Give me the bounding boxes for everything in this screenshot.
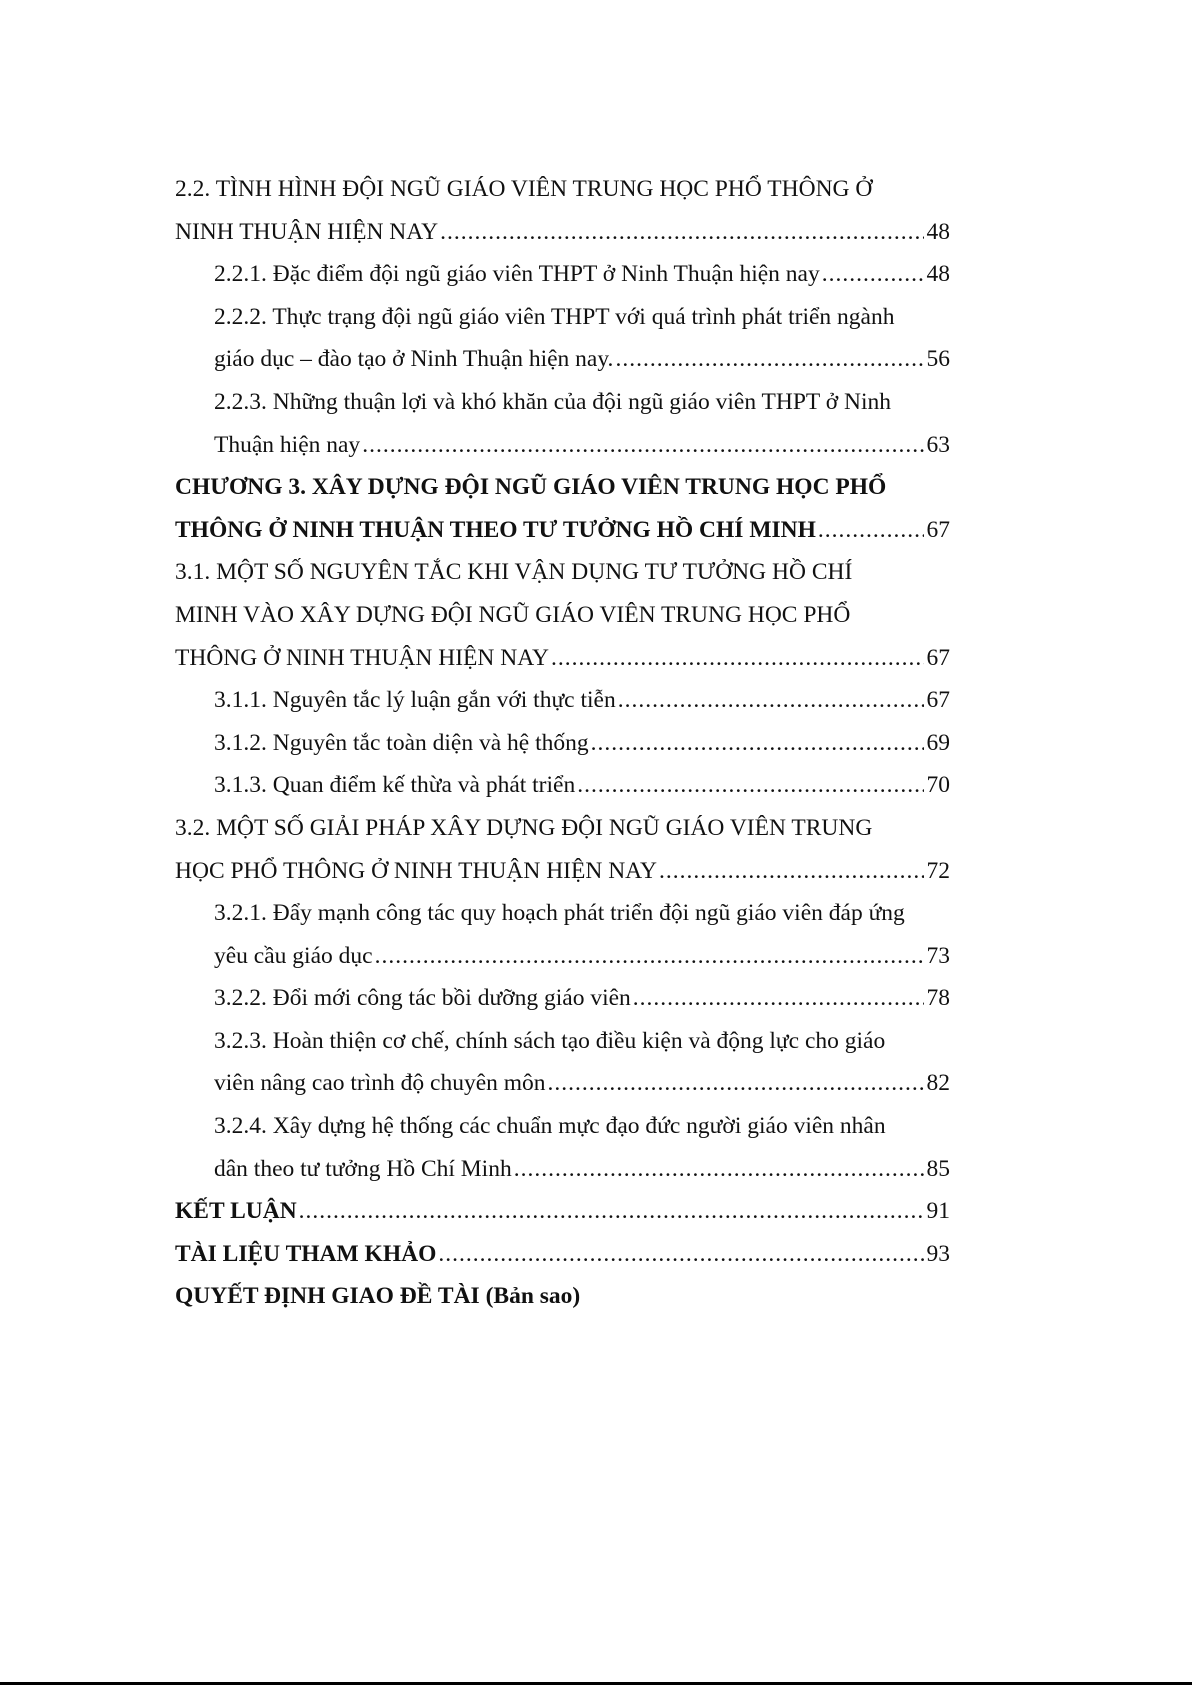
toc-entry <box>175 764 950 807</box>
dot-leader <box>659 850 924 893</box>
dot-leader <box>440 211 923 254</box>
toc-entry-line <box>214 977 950 1020</box>
dot-leader <box>514 1148 924 1191</box>
toc-entry-text: 2.2.1. Đặc điểm đội ngũ giáo viên THPT ở Ninh Thuận hiện nay <box>214 261 820 288</box>
toc-entry-text: giáo dục – đào tạo ở Ninh Thuận hiện nay. <box>214 346 614 373</box>
toc-entry-line <box>214 722 950 765</box>
toc-entry-line <box>214 892 950 935</box>
toc-entry-text: 3.1.1. Nguyên tắc lý luận gắn với thực tiễn <box>214 687 616 714</box>
toc-page-number: 70 <box>926 772 950 799</box>
toc-entry-text: 2.2. TÌNH HÌNH ĐỘI NGŨ GIÁO VIÊN TRUNG HỌC PHỔ THÔNG Ở <box>175 176 873 202</box>
toc-entry-text: 3.2.4. Xây dựng hệ thống các chuẩn mực đạo đức người giáo viên nhân <box>214 1113 886 1140</box>
toc-entry <box>175 807 950 892</box>
toc-entry-text: MINH VÀO XÂY DỰNG ĐỘI NGŨ GIÁO VIÊN TRUNG HỌC PHỔ <box>175 601 851 628</box>
toc-entry <box>175 551 950 679</box>
dot-leader <box>362 424 923 467</box>
toc-entry-text: 3.2. MỘT SỐ GIẢI PHÁP XÂY DỰNG ĐỘI NGŨ GIÁO VIÊN TRUNG <box>175 814 873 841</box>
toc-entry-text: 2.2.3. Những thuận lợi và khó khăn của đội ngũ giáo viên THPT ở Ninh <box>214 388 892 415</box>
toc-entry-text: yêu cầu giáo dục <box>214 942 373 969</box>
toc-entry-line <box>175 1190 950 1233</box>
toc-page-number: 93 <box>926 1240 950 1267</box>
toc-entry-text: HỌC PHỔ THÔNG Ở NINH THUẬN HIỆN NAY <box>175 857 657 884</box>
toc-entry-line <box>214 764 950 807</box>
toc-page-number: 67 <box>926 516 950 543</box>
toc-entry-text: KẾT LUẬN <box>175 1198 297 1225</box>
toc-entry-line <box>214 935 950 978</box>
toc-entry-line <box>214 1020 950 1063</box>
toc-entry-line <box>214 296 950 339</box>
toc-entry-text: NINH THUẬN HIỆN NAY <box>175 218 439 245</box>
toc-entry-line <box>175 551 950 594</box>
toc-entry <box>175 1275 950 1318</box>
dot-leader <box>615 338 923 381</box>
toc-entry-text: CHƯƠNG 3. XÂY DỰNG ĐỘI NGŨ GIÁO VIÊN TRUNG HỌC PHỔ <box>175 474 887 501</box>
dot-leader <box>299 1190 924 1233</box>
dot-leader <box>438 1233 923 1276</box>
toc-entry-line <box>175 594 950 637</box>
dot-leader <box>818 509 924 552</box>
toc-entry-line <box>175 509 950 552</box>
toc-entry-text: 3.1.3. Quan điểm kế thừa và phát triển <box>214 772 576 799</box>
toc-entry-text: 2.2.2. Thực trạng đội ngũ giáo viên THPT với quá trình phát triển ngành <box>214 303 895 330</box>
dot-leader <box>548 1062 924 1105</box>
toc-page-number: 78 <box>926 985 950 1012</box>
toc-entry <box>175 296 950 381</box>
toc-entry <box>175 679 950 722</box>
toc-entry-line <box>175 850 950 893</box>
toc-entry-line <box>175 211 950 254</box>
toc-page-number: 85 <box>926 1155 950 1182</box>
toc-entry-text: TÀI LIỆU THAM KHẢO <box>175 1240 437 1267</box>
toc-entry-text: 3.1. MỘT SỐ NGUYÊN TẮC KHI VẬN DỤNG TƯ TƯỞNG HỒ CHÍ <box>175 559 853 586</box>
toc-entry-line <box>175 637 950 680</box>
toc-entry-line <box>214 424 950 467</box>
toc-entry <box>175 977 950 1020</box>
toc-entry <box>175 722 950 765</box>
dot-leader <box>633 977 924 1020</box>
toc-entry <box>175 1190 950 1233</box>
toc-page-number: 67 <box>926 644 950 671</box>
toc-entry-line <box>175 168 950 211</box>
toc-page-number: 91 <box>926 1198 950 1225</box>
toc-entry-text: viên nâng cao trình độ chuyên môn <box>214 1070 546 1097</box>
toc-entry-text: 3.2.1. Đẩy mạnh công tác quy hoạch phát triển đội ngũ giáo viên đáp ứng <box>214 900 905 927</box>
toc-page-number: 67 <box>926 687 950 714</box>
toc-entry <box>175 466 950 551</box>
toc-entry-text: 3.2.3. Hoàn thiện cơ chế, chính sách tạo điều kiện và động lực cho giáo <box>214 1027 886 1054</box>
toc-entry-line <box>175 1275 950 1318</box>
toc-page-number: 48 <box>926 261 950 288</box>
toc-entry-line <box>175 466 950 509</box>
dot-leader <box>577 764 923 807</box>
toc-entry-line <box>214 1148 950 1191</box>
toc-entry-text: THÔNG Ở NINH THUẬN THEO TƯ TƯỞNG HỒ CHÍ MINH <box>175 516 816 543</box>
dot-leader <box>375 935 924 978</box>
toc-entry-line <box>214 381 950 424</box>
toc-entry-text: 3.1.2. Nguyên tắc toàn diện và hệ thống <box>214 729 589 756</box>
toc-entry <box>175 381 950 466</box>
toc-page-number: 48 <box>926 218 950 245</box>
toc-page-number: 69 <box>926 729 950 756</box>
toc-page-number: 73 <box>926 942 950 969</box>
toc-page-number: 56 <box>926 346 950 373</box>
dot-leader <box>591 722 924 765</box>
toc-page-number: 82 <box>926 1070 950 1097</box>
dot-leader <box>618 679 924 722</box>
toc-entry-text: QUYẾT ĐỊNH GIAO ĐỀ TÀI (Bản sao) <box>175 1283 581 1310</box>
toc-page-number: 63 <box>926 431 950 458</box>
toc-entry-text: THÔNG Ở NINH THUẬN HIỆN NAY <box>175 644 550 671</box>
toc-entry <box>175 1233 950 1276</box>
toc-entry-line <box>175 1233 950 1276</box>
toc-entry <box>175 168 950 253</box>
toc-entry-line <box>214 338 950 381</box>
toc-entry <box>175 1105 950 1190</box>
dot-leader <box>822 253 924 296</box>
toc-entry-line <box>214 1062 950 1105</box>
dot-leader <box>551 637 923 680</box>
toc-entry-text: 3.2.2. Đổi mới công tác bồi dưỡng giáo viên <box>214 985 631 1012</box>
toc-entry <box>175 1020 950 1105</box>
toc-entry-line <box>214 1105 950 1148</box>
toc-entry-text: Thuận hiện nay <box>214 431 361 458</box>
toc-entry-line <box>175 807 950 850</box>
toc-entry-line <box>214 679 950 722</box>
toc-entry <box>175 892 950 977</box>
table-of-contents <box>175 168 950 1318</box>
toc-entry-line <box>214 253 950 296</box>
toc-entry <box>175 253 950 296</box>
toc-page-number: 72 <box>926 857 950 884</box>
toc-entry-text: dân theo tư tưởng Hồ Chí Minh <box>214 1155 512 1182</box>
